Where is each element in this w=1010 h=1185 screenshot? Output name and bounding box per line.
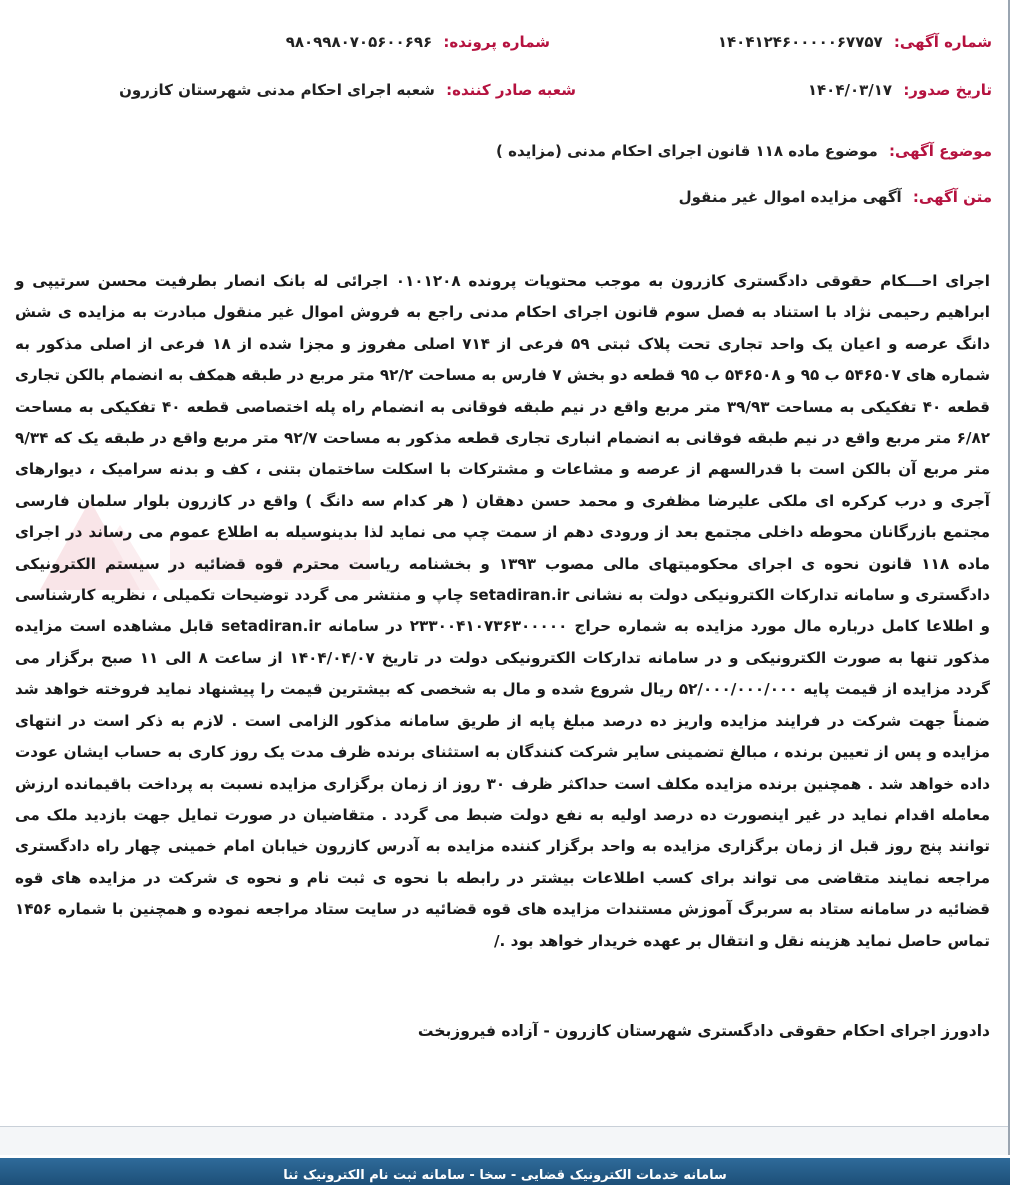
case-number-row bbox=[286, 33, 550, 51]
issuer-row bbox=[119, 81, 576, 99]
subject-label: موضوع آگهی: bbox=[888, 142, 992, 160]
subject-value: موضوع ماده ۱۱۸ قانون اجرای احکام مدنی (مزایده ) bbox=[496, 142, 878, 160]
case-number-value: ۹۸۰۹۹۸۰۷۰۵۶۰۰۶۹۶ bbox=[285, 33, 433, 51]
signature: دادورز اجرای احکام حقوقی دادگستری شهرستان کازرون - آزاده فیروزبخت bbox=[417, 1022, 990, 1040]
issuer-label: شعبه صادر کننده: bbox=[446, 81, 576, 99]
notice-body: اجرای احـــکام حقوقی دادگستری کازرون به موجب محتویات پرونده ۰۱۰۱۲۰۸ اجرائی له بانک انصار بطرفیت محسن سرتیپی و ابراهیم رحیمی نژاد با استناد به فصل سوم قانون اجرای احکام مدنی راجع به فروش اموال غیر منقول مبادرت به مزایده ی شش دانگ عرصه و اعیان یک واحد تجاری تحت پلاک ثبتی ۵۹ فرعی از ۷۱۴ اصلی مفروز و مجزا شده از ۱۸ فرعی از اصلی مذکور به شماره های ۵۴۶۵۰۷ ب ۹۵ و ۵۴۶۵۰۸ ب ۹۵ قطعه دو بخش ۷ فارس به مساحت ۹۲/۲ متر مربع در طبقه همکف به انضمام بالکن تجاری قطعه ۴۰ تفکیکی به مساحت ۳۹/۹۳ متر مربع واقع در نیم طبقه فوقانی به انضمام راه پله اختصاصی قطعه ۴۰ تفکیکی به مساحت ۶/۸۲ متر مربع واقع در نیم طبقه فوقانی به انضمام انباری تجاری قطعه مذکور به مساحت ۹۲/۷ متر مربع واقع در طبقه یک که ۹/۳۴ متر مربع آن بالکن است با قدرالسهم از عرصه و مشاعات و مشترکات با اسکلت ساختمان بتنی ، کف و بدنه سرامیک ، دیوارهای آجری و درب کرکره ای ملکی علیرضا مظفری و محمد حسن دهقان ( هر کدام سه دانگ ) واقع در کازرون بلوار سلمان فارسی مجتمع بازرگانان محوطه داخلی مجتمع بعد از ورودی دهم از سمت چپ می نماید لذا بدینوسیله به اطلاع عموم می رساند در اجرای ماده ۱۱۸ قانون نحوه ی اجرای محکومیتهای مالی مصوب ۱۳۹۳ و بخشنامه ریاست محترم قوه قضائیه در سیستم الکترونیکی دادگستری و سامانه تدارکات الکترونیکی دولت به نشانی setadiran.ir چاپ و منتشر می گردد توضیحات تکمیلی ، نظریه کارشناسی و اطلاعا کامل درباره مال مورد مزایده به شماره حراج ۲۳۳۰۰۴۱۰۷۳۶۳۰۰۰۰۰ در سامانه setadiran.ir قابل مشاهده است مزایده مذکور تنها به صورت الکترونیکی و در سامانه تدارکات الکترونیکی دولت در تاریخ ۱۴۰۴/۰۴/۰۷ از ساعت ۸ الی ۱۱ صبح برگزار می گردد مزایده از قیمت پایه ۵۲/۰۰۰/۰۰۰/۰۰۰ ریال شروع شده و مال به شخصی که بیشترین قیمت را پیشنهاد نماید فروخته خواهد شد ضمناً جهت شرکت در فرایند مزایده واریز ده درصد مبلغ پایه از طریق سامانه مذکور الزامی است . لازم به ذکر است در انتهای مزایده و پس از تعیین برنده ، مبالغ تضمینی سایر شرکت کنندگان به استثنای برنده ظرف مدت یک روز کاری به حساب ایشان عودت داده خواهد شد . همچنین برنده مزایده مکلف است حداکثر ظرف ۳۰ روز از زمان برگزاری مزایده نسبت به پرداخت باقیمانده ارزش معامله اقدام نماید در غیر اینصورت ده درصد اولیه به نفع دولت ضبط می گردد . متقاضیان در صورت تمایل جهت بازدید ملک می توانند پنج روز قبل از زمان برگزاری مزایده به واحد برگزار کننده مزایده به آدرس کازرون خیابان امام خمینی چهار راه دادگستری مراجعه نمایند متقاضی می تواند برای کسب اطلاعات بیشتر در رابطه با نحوه ی ثبت نام و نحوه ی شرکت در مزایده های قوه قضائیه در سامانه ستاد به سربرگ آموزش مستندات مزایده های قوه قضائیه در سایت ستاد مراجعه نموده و همچنین با شماره ۱۴۵۶ تماس حاصل نماید هزینه نقل و انتقال بر عهده خریدار خواهد بود ./ bbox=[15, 272, 991, 950]
ad-number-value: ۱۴۰۴۱۲۴۶۰۰۰۰۰۶۷۷۵۷ bbox=[717, 33, 883, 51]
notice-title: آگهی مزایده اموال غیر منقول bbox=[678, 188, 902, 206]
case-number-label: شماره پرونده: bbox=[443, 33, 550, 51]
issue-date-row bbox=[808, 81, 992, 99]
issue-date-label: تاریخ صدور: bbox=[903, 81, 992, 99]
page-bottom-area bbox=[0, 1126, 1008, 1155]
issuer-value: شعبه اجرای احکام مدنی شهرستان کازرون bbox=[119, 81, 435, 99]
ad-number-label: شماره آگهی: bbox=[893, 33, 992, 51]
subject-row bbox=[496, 142, 992, 160]
footer-text: سامانه خدمات الکترونیک قضایی - سخا - سامانه ثبت نام الکترونیک ثنا bbox=[283, 1168, 727, 1183]
issue-date-value: ۱۴۰۴/۰۳/۱۷ bbox=[807, 81, 893, 99]
ad-number-row bbox=[718, 33, 992, 51]
notice-title-row bbox=[679, 188, 992, 206]
footer-bar bbox=[0, 1158, 1010, 1185]
notice-text-label: متن آگهی: bbox=[912, 188, 992, 206]
